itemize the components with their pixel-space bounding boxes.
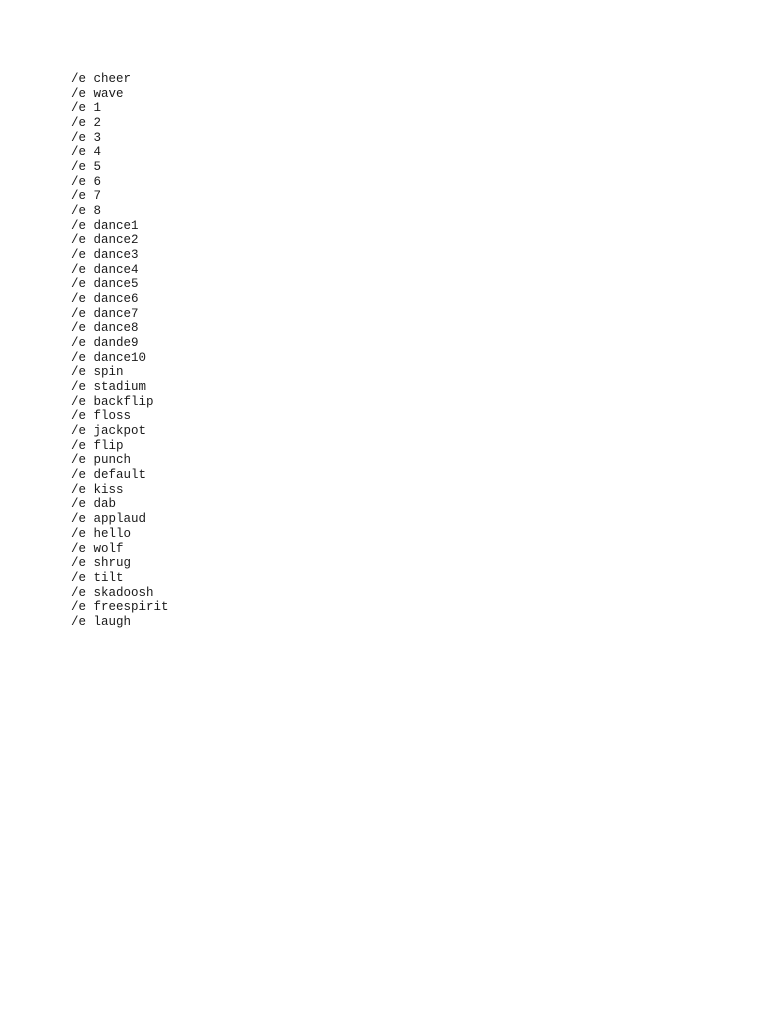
text-document xyxy=(71,72,169,630)
command-line: /e wolf xyxy=(71,541,124,556)
command-line: /e floss xyxy=(71,409,132,424)
command-line: /e flip xyxy=(71,438,124,453)
command-line: /e 1 xyxy=(71,101,102,116)
command-line: /e dab xyxy=(71,497,117,512)
command-line: /e dance10 xyxy=(71,350,147,365)
command-line: /e dance2 xyxy=(71,233,139,248)
command-line: /e tilt xyxy=(71,570,124,585)
command-line: /e 7 xyxy=(71,189,102,204)
command-line: /e dance5 xyxy=(71,277,139,292)
command-line: /e hello xyxy=(71,526,132,541)
command-line: /e stadium xyxy=(71,380,147,395)
command-line: /e backflip xyxy=(71,394,154,409)
command-line: /e spin xyxy=(71,365,124,380)
command-line: /e 5 xyxy=(71,160,102,175)
command-line: /e 2 xyxy=(71,116,102,131)
command-line: /e 3 xyxy=(71,130,102,145)
command-line: /e 4 xyxy=(71,145,102,160)
command-line: /e 8 xyxy=(71,204,102,219)
command-line: /e dance8 xyxy=(71,321,139,336)
command-list xyxy=(71,72,169,630)
command-line: /e dande9 xyxy=(71,336,139,351)
command-line: /e dance7 xyxy=(71,306,139,321)
command-line: /e wave xyxy=(71,86,124,101)
command-line: /e applaud xyxy=(71,512,147,527)
command-line: /e jackpot xyxy=(71,424,147,439)
command-line: /e shrug xyxy=(71,556,132,571)
command-line: /e dance3 xyxy=(71,248,139,263)
command-line: /e laugh xyxy=(71,614,132,629)
command-line: /e punch xyxy=(71,453,132,468)
command-line: /e dance4 xyxy=(71,262,139,277)
command-line: /e skadoosh xyxy=(71,585,154,600)
command-line: /e dance1 xyxy=(71,218,139,233)
command-line: /e default xyxy=(71,468,147,483)
command-line: /e dance6 xyxy=(71,292,139,307)
command-line: /e 6 xyxy=(71,174,102,189)
command-line: /e cheer xyxy=(71,72,132,86)
command-line: /e freespirit xyxy=(71,600,169,615)
command-line: /e kiss xyxy=(71,482,124,497)
